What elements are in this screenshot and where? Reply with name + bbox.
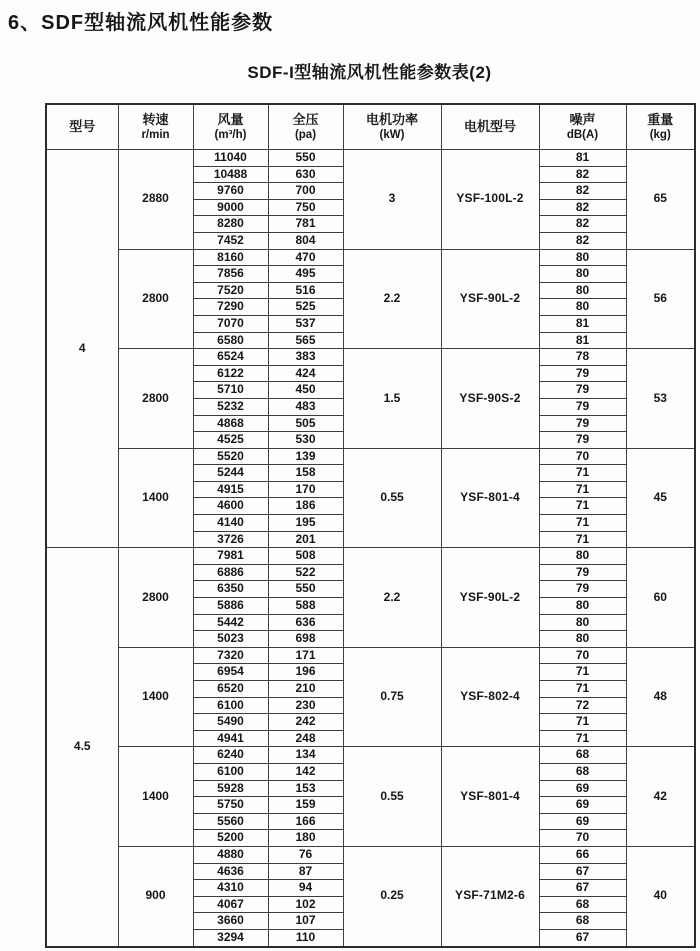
flow-cell: 6520 xyxy=(193,681,268,698)
flow-cell: 7452 xyxy=(193,232,268,249)
flow-cell: 7981 xyxy=(193,548,268,565)
table-row xyxy=(46,647,695,664)
noise-cell: 81 xyxy=(539,332,626,349)
noise-cell: 82 xyxy=(539,199,626,216)
header-row xyxy=(46,104,695,150)
flow-cell: 4868 xyxy=(193,415,268,432)
flow-cell: 6350 xyxy=(193,581,268,598)
pressure-cell: 470 xyxy=(268,249,343,266)
pressure-cell: 700 xyxy=(268,183,343,200)
noise-cell: 70 xyxy=(539,448,626,465)
column-header-label: 型号 xyxy=(69,118,96,134)
table-row xyxy=(46,846,695,863)
flow-cell: 6886 xyxy=(193,564,268,581)
column-header-label: 全压 xyxy=(292,111,319,127)
motor-cell: YSF-802-4 xyxy=(441,647,539,747)
pressure-cell: 698 xyxy=(268,631,343,648)
flow-cell: 5200 xyxy=(193,830,268,847)
pressure-cell: 110 xyxy=(268,929,343,946)
flow-cell: 10488 xyxy=(193,166,268,183)
column-header-label: 转速 xyxy=(142,111,169,127)
pressure-cell: 588 xyxy=(268,598,343,615)
power-cell: 0.55 xyxy=(343,747,441,847)
flow-cell: 5232 xyxy=(193,398,268,415)
noise-cell: 67 xyxy=(539,880,626,897)
noise-cell: 79 xyxy=(539,415,626,432)
pressure-cell: 87 xyxy=(268,863,343,880)
flow-cell: 7520 xyxy=(193,282,268,299)
weight-cell: 45 xyxy=(626,448,695,548)
flow-cell: 5520 xyxy=(193,448,268,465)
pressure-cell: 102 xyxy=(268,896,343,913)
flow-cell: 4636 xyxy=(193,863,268,880)
pressure-cell: 550 xyxy=(268,581,343,598)
noise-cell: 68 xyxy=(539,913,626,930)
noise-cell: 82 xyxy=(539,216,626,233)
pressure-cell: 142 xyxy=(268,763,343,780)
flow-cell: 4310 xyxy=(193,880,268,897)
pressure-cell: 248 xyxy=(268,730,343,747)
flow-cell: 4880 xyxy=(193,846,268,863)
pressure-cell: 166 xyxy=(268,813,343,830)
power-cell: 2.2 xyxy=(343,548,441,648)
flow-cell: 8280 xyxy=(193,216,268,233)
noise-cell: 79 xyxy=(539,581,626,598)
table-title: SDF-I型轴流风机性能参数表(2) xyxy=(247,63,492,82)
noise-cell: 82 xyxy=(539,232,626,249)
noise-cell: 68 xyxy=(539,747,626,764)
noise-cell: 82 xyxy=(539,166,626,183)
pressure-cell: 550 xyxy=(268,150,343,167)
noise-cell: 70 xyxy=(539,830,626,847)
power-cell: 2.2 xyxy=(343,249,441,349)
pressure-cell: 516 xyxy=(268,282,343,299)
column-header-unit: r/min xyxy=(141,128,170,141)
table-row xyxy=(46,548,695,565)
noise-cell: 71 xyxy=(539,481,626,498)
noise-cell: 80 xyxy=(539,598,626,615)
noise-cell: 69 xyxy=(539,813,626,830)
flow-cell: 3726 xyxy=(193,531,268,548)
noise-cell: 78 xyxy=(539,349,626,366)
flow-cell: 6100 xyxy=(193,697,268,714)
noise-cell: 79 xyxy=(539,398,626,415)
table-body xyxy=(46,150,695,947)
noise-cell: 66 xyxy=(539,846,626,863)
weight-cell: 60 xyxy=(626,548,695,648)
noise-cell: 69 xyxy=(539,797,626,814)
flow-cell: 5560 xyxy=(193,813,268,830)
noise-cell: 72 xyxy=(539,697,626,714)
column-header-4 xyxy=(268,104,343,150)
motor-cell: YSF-100L-2 xyxy=(441,150,539,250)
pressure-cell: 210 xyxy=(268,681,343,698)
pressure-cell: 94 xyxy=(268,880,343,897)
column-header-8 xyxy=(626,104,695,150)
flow-cell: 5886 xyxy=(193,598,268,615)
pressure-cell: 630 xyxy=(268,166,343,183)
flow-cell: 5490 xyxy=(193,714,268,731)
table-row xyxy=(46,349,695,366)
noise-cell: 79 xyxy=(539,365,626,382)
flow-cell: 11040 xyxy=(193,150,268,167)
speed-cell: 2880 xyxy=(118,150,193,250)
flow-cell: 6580 xyxy=(193,332,268,349)
flow-cell: 5442 xyxy=(193,614,268,631)
weight-cell: 65 xyxy=(626,150,695,250)
pressure-cell: 537 xyxy=(268,315,343,332)
flow-cell: 4067 xyxy=(193,896,268,913)
power-cell: 0.55 xyxy=(343,448,441,548)
pressure-cell: 483 xyxy=(268,398,343,415)
column-header-1 xyxy=(46,104,118,150)
power-cell: 1.5 xyxy=(343,349,441,449)
weight-cell: 53 xyxy=(626,349,695,449)
column-header-5 xyxy=(343,104,441,150)
weight-cell: 40 xyxy=(626,846,695,946)
noise-cell: 71 xyxy=(539,681,626,698)
noise-cell: 79 xyxy=(539,564,626,581)
pressure-cell: 525 xyxy=(268,299,343,316)
pressure-cell: 171 xyxy=(268,647,343,664)
column-header-label: 噪声 xyxy=(569,111,596,127)
column-header-label: 电机型号 xyxy=(463,118,516,134)
model-cell: 4.5 xyxy=(46,548,118,947)
pressure-cell: 450 xyxy=(268,382,343,399)
noise-cell: 80 xyxy=(539,548,626,565)
flow-cell: 5710 xyxy=(193,382,268,399)
flow-cell: 4915 xyxy=(193,481,268,498)
noise-cell: 71 xyxy=(539,714,626,731)
pressure-cell: 508 xyxy=(268,548,343,565)
noise-cell: 68 xyxy=(539,896,626,913)
speed-cell: 2800 xyxy=(118,349,193,449)
column-header-7 xyxy=(539,104,626,150)
motor-cell: YSF-90S-2 xyxy=(441,349,539,449)
power-cell: 3 xyxy=(343,150,441,250)
pressure-cell: 153 xyxy=(268,780,343,797)
pressure-cell: 495 xyxy=(268,266,343,283)
noise-cell: 71 xyxy=(539,498,626,515)
pressure-cell: 804 xyxy=(268,232,343,249)
column-header-unit: (pa) xyxy=(294,128,317,141)
column-header-label: 电机功率 xyxy=(365,111,418,127)
flow-cell: 3660 xyxy=(193,913,268,930)
flow-cell: 5928 xyxy=(193,780,268,797)
pressure-cell: 383 xyxy=(268,349,343,366)
column-header-unit: (kW) xyxy=(379,128,405,141)
noise-cell: 79 xyxy=(539,382,626,399)
noise-cell: 67 xyxy=(539,863,626,880)
column-header-label: 重量 xyxy=(647,111,674,127)
page-title: 6、SDF型轴流风机性能参数 xyxy=(8,12,274,34)
noise-cell: 71 xyxy=(539,465,626,482)
pressure-cell: 196 xyxy=(268,664,343,681)
noise-cell: 68 xyxy=(539,763,626,780)
speed-cell: 1400 xyxy=(118,448,193,548)
weight-cell: 56 xyxy=(626,249,695,349)
table-row xyxy=(46,150,695,167)
pressure-cell: 139 xyxy=(268,448,343,465)
pressure-cell: 180 xyxy=(268,830,343,847)
flow-cell: 7320 xyxy=(193,647,268,664)
flow-cell: 9000 xyxy=(193,199,268,216)
flow-cell: 3294 xyxy=(193,929,268,946)
flow-cell: 5244 xyxy=(193,465,268,482)
noise-cell: 70 xyxy=(539,647,626,664)
column-header-6 xyxy=(441,104,539,150)
noise-cell: 80 xyxy=(539,631,626,648)
pressure-cell: 781 xyxy=(268,216,343,233)
pressure-cell: 750 xyxy=(268,199,343,216)
noise-cell: 67 xyxy=(539,929,626,946)
pressure-cell: 565 xyxy=(268,332,343,349)
power-cell: 0.25 xyxy=(343,846,441,946)
pressure-cell: 201 xyxy=(268,531,343,548)
noise-cell: 69 xyxy=(539,780,626,797)
motor-cell: YSF-801-4 xyxy=(441,747,539,847)
power-cell: 0.75 xyxy=(343,647,441,747)
speed-cell: 900 xyxy=(118,846,193,946)
pressure-cell: 424 xyxy=(268,365,343,382)
flow-cell: 6100 xyxy=(193,763,268,780)
flow-cell: 6122 xyxy=(193,365,268,382)
noise-cell: 80 xyxy=(539,299,626,316)
flow-cell: 5750 xyxy=(193,797,268,814)
flow-cell: 8160 xyxy=(193,249,268,266)
pressure-cell: 530 xyxy=(268,432,343,449)
pressure-cell: 107 xyxy=(268,913,343,930)
speed-cell: 2800 xyxy=(118,548,193,648)
table-header xyxy=(46,104,695,150)
motor-cell: YSF-90L-2 xyxy=(441,249,539,349)
speed-cell: 1400 xyxy=(118,647,193,747)
speed-cell: 1400 xyxy=(118,747,193,847)
noise-cell: 80 xyxy=(539,266,626,283)
pressure-cell: 170 xyxy=(268,481,343,498)
noise-cell: 71 xyxy=(539,730,626,747)
flow-cell: 6240 xyxy=(193,747,268,764)
table-row xyxy=(46,747,695,764)
flow-cell: 7070 xyxy=(193,315,268,332)
noise-cell: 82 xyxy=(539,183,626,200)
pressure-cell: 522 xyxy=(268,564,343,581)
pressure-cell: 636 xyxy=(268,614,343,631)
flow-cell: 4525 xyxy=(193,432,268,449)
pressure-cell: 505 xyxy=(268,415,343,432)
table-row xyxy=(46,448,695,465)
fan-performance-table xyxy=(45,103,696,948)
flow-cell: 7856 xyxy=(193,266,268,283)
pressure-cell: 159 xyxy=(268,797,343,814)
pressure-cell: 134 xyxy=(268,747,343,764)
noise-cell: 71 xyxy=(539,664,626,681)
model-cell: 4 xyxy=(46,150,118,548)
column-header-unit: (m³/h) xyxy=(214,128,247,141)
noise-cell: 71 xyxy=(539,515,626,532)
speed-cell: 2800 xyxy=(118,249,193,349)
noise-cell: 80 xyxy=(539,249,626,266)
flow-cell: 5023 xyxy=(193,631,268,648)
weight-cell: 42 xyxy=(626,747,695,847)
column-header-unit: (kg) xyxy=(649,128,671,141)
flow-cell: 6524 xyxy=(193,349,268,366)
pressure-cell: 158 xyxy=(268,465,343,482)
noise-cell: 81 xyxy=(539,315,626,332)
weight-cell: 48 xyxy=(626,647,695,747)
pressure-cell: 230 xyxy=(268,697,343,714)
noise-cell: 79 xyxy=(539,432,626,449)
flow-cell: 4941 xyxy=(193,730,268,747)
column-header-2 xyxy=(118,104,193,150)
column-header-label: 风量 xyxy=(217,111,244,127)
pressure-cell: 76 xyxy=(268,846,343,863)
pressure-cell: 195 xyxy=(268,515,343,532)
noise-cell: 81 xyxy=(539,150,626,167)
column-header-3 xyxy=(193,104,268,150)
motor-cell: YSF-801-4 xyxy=(441,448,539,548)
noise-cell: 71 xyxy=(539,531,626,548)
flow-cell: 4600 xyxy=(193,498,268,515)
pressure-cell: 186 xyxy=(268,498,343,515)
flow-cell: 4140 xyxy=(193,515,268,532)
motor-cell: YSF-71M2-6 xyxy=(441,846,539,946)
motor-cell: YSF-90L-2 xyxy=(441,548,539,648)
flow-cell: 7290 xyxy=(193,299,268,316)
flow-cell: 6954 xyxy=(193,664,268,681)
noise-cell: 80 xyxy=(539,282,626,299)
table-row xyxy=(46,249,695,266)
pressure-cell: 242 xyxy=(268,714,343,731)
noise-cell: 80 xyxy=(539,614,626,631)
flow-cell: 9760 xyxy=(193,183,268,200)
column-header-unit: dB(A) xyxy=(566,128,599,141)
